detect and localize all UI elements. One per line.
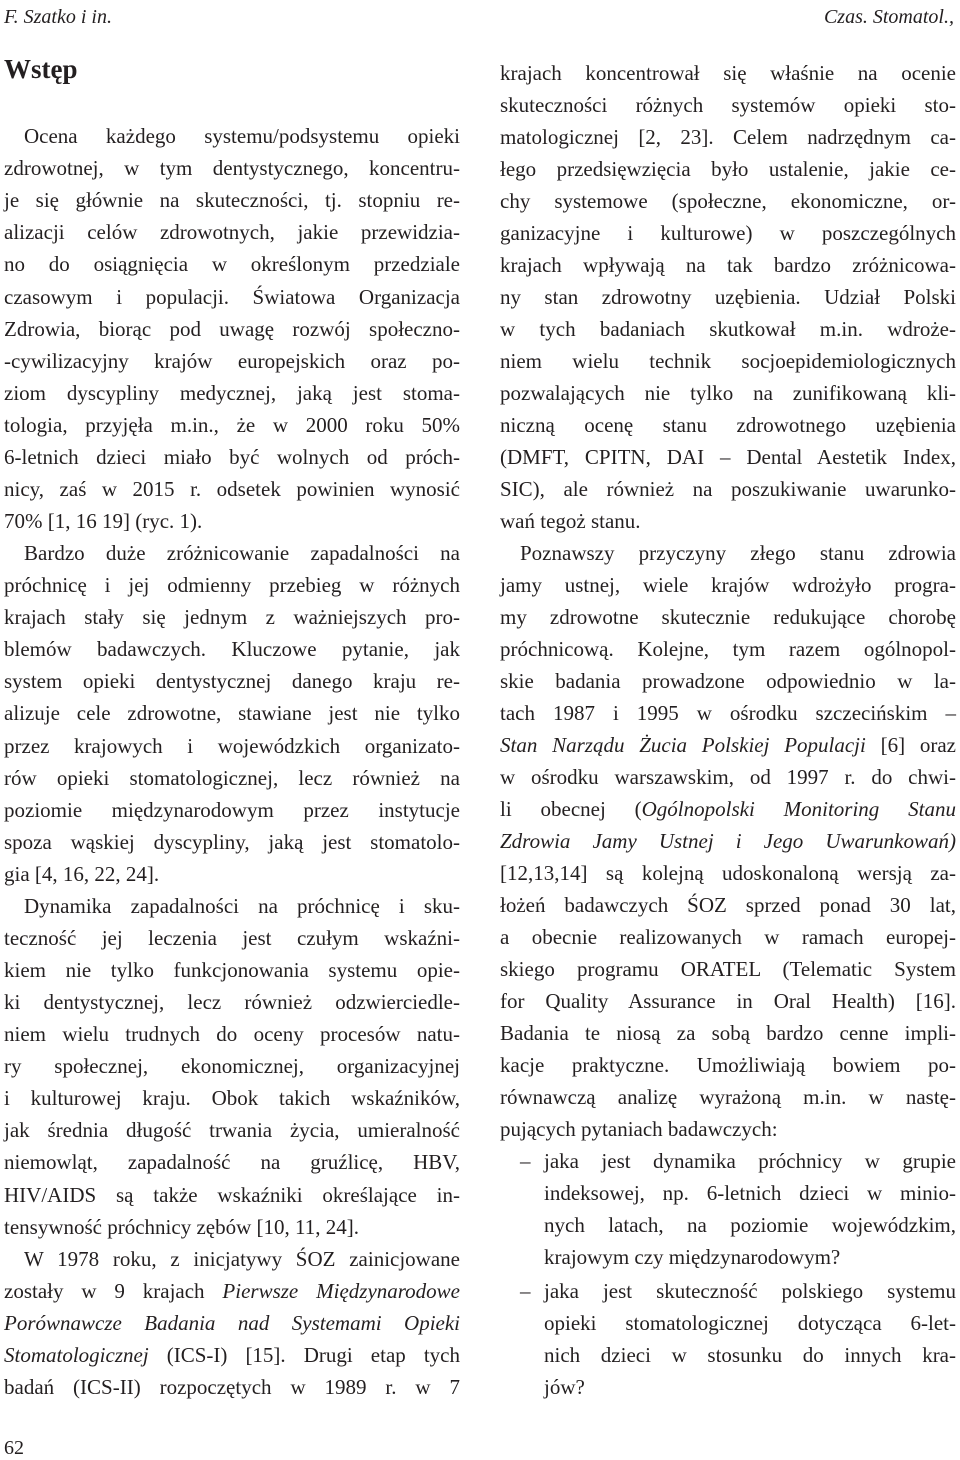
text-line: krajach koncentrował się właśnie na ocenie [500,61,956,85]
italic-title-run: Pierwsze Międzynarodowe [222,1279,460,1303]
text-line: system opieki dentystycznej danego kraju re- [4,669,460,693]
text-line: niem wielu trudnych do oceny procesów natu- [4,1022,460,1046]
text-line: w ośrodku warszawskim, od 1997 r. do chwi- [500,765,956,789]
text-line: w tych badaniach skutkował m.in. wdroże- [500,317,956,341]
text-line: niemowląt, zapadalność na gruźlicę, HBV, [4,1150,460,1174]
text-line: łego przedsięwzięcia było ustalenie, jakie ce- [500,157,956,181]
text-line: ry społecznej, ekonomicznej, organizacyjnej [4,1054,460,1078]
text-line: Porównawcze Badania nad Systemami Opieki [4,1311,460,1335]
text-line: krajach wpływają na tak bardzo zróżnicowa- [500,253,956,277]
list-item-line: indeksowej, np. 6-letnich dzieci w minio- [544,1181,956,1205]
text-line: wań tegoż stanu. [500,509,641,533]
text-line: HIV/AIDS są także wskaźniki określające in- [4,1183,460,1207]
text-line [500,797,956,822]
list-item-line: nich dzieci w stosunku do innych kra- [544,1343,956,1367]
text-line: próchnicę i jej odmienny przebieg w różnych [4,573,460,597]
text-line: skiego programu ORATEL (Telematic System [500,957,956,981]
bullet-marker: – [520,1149,531,1173]
text-line: czasowym i populacji. Światowa Organizacja [4,285,460,309]
text-line: chy systemowe (społeczne, ekonomiczne, or- [500,189,956,213]
text-line: W 1978 roku, z inicjatywy ŚOZ zainicjowane [24,1247,460,1271]
page-number: 62 [4,1437,24,1459]
text-line: (DMFT, CPITN, DAI – Dental Aestetik Index, [500,445,956,469]
bullet-marker: – [520,1279,531,1303]
text-line: pujących pytaniach badawczych: [500,1117,778,1141]
text-line: Poznawszy przyczyny złego stanu zdrowia [520,541,956,565]
text-line: Ocena każdego systemu/podsystemu opieki [24,124,460,148]
text-line: my zdrowotne skutecznie redukujące chorobę [500,605,956,629]
list-item-line: opieki stomatologicznej dotycząca 6-let- [544,1311,956,1335]
text-line: przez krajowych i wojewódzkich organizato- [4,734,460,758]
text-line: -cywilizacyjny krajów europejskich oraz po- [4,349,460,373]
text-line: spoza wąskiej dyscypliny, jaką jest stomatolo- [4,830,460,854]
text-line: jamy ustnej, wiele krajów wdrożyło progra- [500,573,956,597]
text-line: niem wielu technik socjoepidemiologicznych [500,349,956,373]
running-header-journal: Czas. Stomatol., [823,6,954,28]
text-line [500,733,956,758]
text-line [4,1279,460,1304]
text-line: alizuje cele zdrowotne, stawiane jest nie tylko [4,701,460,725]
text-line: [12,13,14] są kolejną udoskonaloną wersją za- [500,861,956,885]
text-line: zdrowotnej, w tym dentystycznego, koncentru- [4,156,460,180]
text-line: jak średnia długość trwania życia, umieralność [4,1118,460,1142]
text-run: li obecnej ( [500,797,642,821]
section-heading: Wstęp [4,54,78,84]
text-line: nicy, zaś w 2015 r. odsetek powinien wynosić [4,477,460,501]
text-line: krajach stały się jednym z ważniejszych pro- [4,605,460,629]
text-line: no do osiągnięcia w określonym przedziale [4,252,460,276]
text-line: Badania te niosą za sobą bardzo cenne impli- [500,1021,956,1045]
text-line: kacje praktyczne. Umożliwiają bowiem po- [500,1053,956,1077]
text-line: i kulturowej kraju. Obok takich wskaźników, [4,1086,460,1110]
text-line: SIC), ale również na poszukiwanie uwarunko- [500,477,956,501]
text-line: matologicznej [2, 23]. Celem nadrzędnym ca- [500,125,956,149]
text-line: gia [4, 16, 22, 24]. [4,862,160,886]
text-line: niczną ocenę stanu zdrowotnego uzębienia [500,413,956,437]
text-run: [6] oraz [865,733,956,757]
text-line: tologia, przyjęła m.in., że w 2000 roku 50% [4,413,460,437]
text-line: kiem nie tylko funkcjonowania systemu opie- [4,958,460,982]
text-line: teczność jej leczenia jest czułym wskaźni- [4,926,460,950]
text-line: równawczą analizę wyrażoną m.in. w nastę- [500,1085,956,1109]
text-line: ziom dyscypliny medycznej, jaką jest stoma- [4,381,460,405]
text-line: ganizacyjne i kulturowe) w poszczególnych [500,221,956,245]
list-item-line: krajowym czy międzynarodowym? [544,1245,841,1269]
italic-title-run: Stan Narządu Żucia Polskiej Populacji [500,733,866,757]
text-line: poziomie międzynarodowym przez instytucje [4,798,460,822]
text-line: tach 1987 i 1995 w ośrodku szczecińskim – [500,701,956,725]
text-line: Dynamika zapadalności na próchnicę i sku- [24,894,460,918]
text-run: (ICS-I) [15]. Drugi etap tych [148,1343,460,1367]
text-line: 70% [1, 16 19] (ryc. 1). [4,509,203,533]
text-line: pozwalających nie tylko na zunifikowaną kli- [500,381,956,405]
text-line: a obecnie realizowanych w ramach europej- [500,925,956,949]
list-item-line: jaka jest dynamika próchnicy w grupie [544,1149,956,1173]
list-item-line: jów? [544,1375,585,1399]
list-item-line: jaka jest skuteczność polskiego systemu [544,1279,956,1303]
text-line: ny stan zdrowotny uzębienia. Udział Polski [500,285,956,309]
italic-title-run: Ogólnopolski Monitoring Stanu [641,797,956,821]
text-line: próchnicową. Kolejne, tym razem ogólnopol- [500,637,956,661]
text-line: ki dentystycznej, lecz również odzwierciedle- [4,990,460,1014]
text-line: Zdrowia Jamy Ustnej i Jego Uwarunkowań) [500,829,956,853]
text-line: rów opieki stomatologicznej, lecz również na [4,766,460,790]
text-line: je się głównie na skuteczności, tj. stopniu re- [4,188,460,212]
text-line [4,1343,460,1368]
text-line: Bardzo duże zróżnicowanie zapadalności na [24,541,460,565]
text-run: zostały w 9 krajach [4,1279,223,1303]
text-line: 6-letnich dzieci miało być wolnych od próch- [4,445,460,469]
list-item-line: nych latach, na poziomie wojewódzkim, [544,1213,956,1237]
text-line: badań (ICS-II) rozpoczętych w 1989 r. w 7 [4,1375,460,1399]
italic-title-run: Stomatologicznej [4,1343,149,1367]
text-line: for Quality Assurance in Oral Health) [16]. [500,989,956,1013]
text-line: blemów badawczych. Kluczowe pytanie, jak [4,637,460,661]
text-line: alizacji celów zdrowotnych, jakie przewidzia- [4,220,460,244]
text-line: Zdrowia, biorąc pod uwagę rozwój społeczno- [4,317,460,341]
text-line: tensywność próchnicy zębów [10, 11, 24]. [4,1215,359,1239]
text-line: skuteczności różnych systemów opieki sto- [500,93,956,117]
running-header-authors: F. Szatko i in. [4,6,112,28]
text-line: łożeń badawczych ŚOZ sprzed ponad 30 lat, [500,893,956,917]
text-line: skie badania prowadzone odpowiednio w la- [500,669,956,693]
